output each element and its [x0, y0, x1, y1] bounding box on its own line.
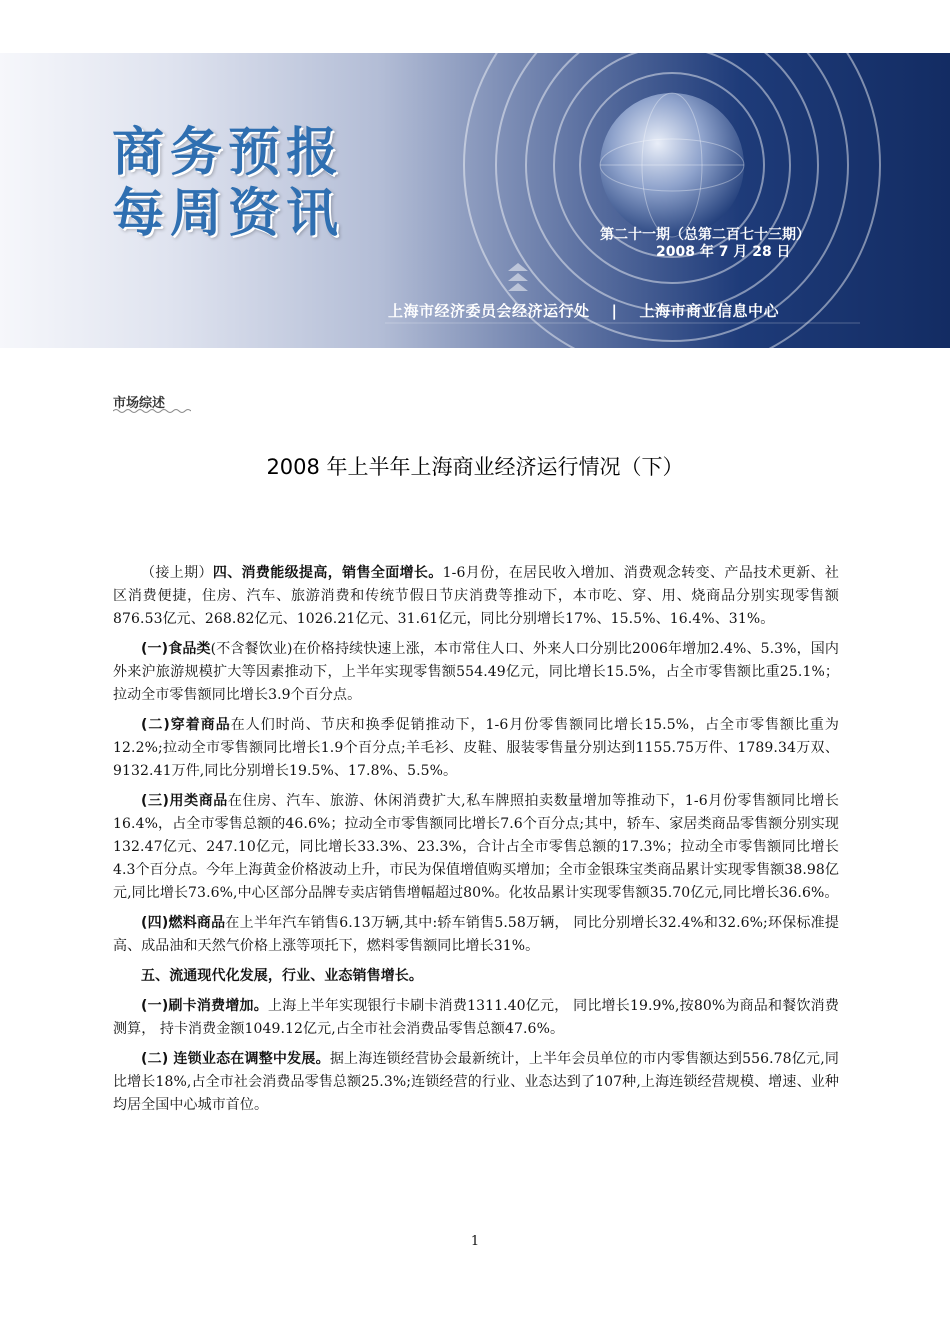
paragraph-text: 在上半年汽车销售6.13万辆,其中:轿车销售5.58万辆， 同比分别增长32.4%和32.6%;环保标准提高、成品油和天然气价格上涨等项托下，燃料零售额同比增长31%。	[113, 915, 839, 954]
publisher-line	[388, 300, 779, 321]
paragraph-1	[113, 562, 839, 631]
issue-date: 2008 年 7 月 28 日	[656, 244, 791, 260]
paragraph-heading: (一)食品类	[141, 641, 211, 657]
paragraph-heading: (四)燃料商品	[141, 915, 226, 931]
paragraph-lead: （接上期）	[141, 565, 213, 581]
paragraph-heading: (二)穿着商品	[141, 717, 231, 733]
banner-title-line2: 每周资讯	[112, 184, 345, 244]
paragraph-5	[113, 912, 839, 958]
document-body	[113, 562, 839, 1124]
paragraph-2	[113, 638, 839, 707]
publisher-right: 上海市商业信息中心	[639, 302, 780, 320]
header-banner	[0, 53, 950, 348]
document-title: 2008 年上半年上海商业经济运行情况（下）	[266, 455, 684, 479]
paragraph-7	[113, 1048, 839, 1117]
publisher-separator: |	[611, 302, 618, 320]
section-heading-5: 五、流通现代化发展，行业、业态销售增长。	[141, 968, 423, 984]
paragraph-text: 1-6月份，在居民收入增加、消费观念转变、产品技术更新、社区消费便捷，住房、汽车、旅游消费和传统节假日节庆消费等推动下，本市吃、穿、用、烧商品分别实现零售额876.53亿元、268.82亿元、1026.21亿元、31.61亿元，同比分别增长17%、15.5%、16.4%、31%。	[113, 565, 839, 627]
paragraph-4	[113, 790, 839, 905]
issue-number: 第二十一期（总第二百七十三期）	[600, 227, 810, 243]
paragraph-text: 据上海连锁经营协会最新统计，上半年会员单位的市内零售额达到556.78亿元,同比增长18%,占全市社会消费品零售总额25.3%;连锁经营的行业、业态达到了107种,上海连锁经营规模、增速、业种均居全国中心城市首位。	[113, 1051, 839, 1113]
paragraph-heading: (二) 连锁业态在调整中发展。	[141, 1051, 330, 1067]
paragraph-text: (不含餐饮业)在价格持续快速上涨，本市常住人口、外来人口分别比2006年增加2.4%、5.3%，国内外来沪旅游规模扩大等因素推动下，上半年实现零售额554.49亿元，同比增长15.5%，占全市零售额比重25.1%；拉动全市零售额同比增长3.9个百分点。	[113, 641, 839, 703]
publisher-left: 上海市经济委员会经济运行处	[388, 302, 590, 320]
page-number: 1	[470, 1234, 480, 1249]
paragraph-3	[113, 714, 839, 783]
paragraph-text: 在人们时尚、节庆和换季促销推动下，1-6月份零售额同比增长15.5%，占全市零售额比重为12.2%;拉动全市零售额同比增长1.9个百分点;羊毛衫、皮鞋、服装零售量分别达到1155.75万件、1789.34万双、9132.41万件,同比分别增长19.5%、17.8%、5.5%。	[113, 717, 839, 779]
paragraph-text: 在住房、汽车、旅游、休闲消费扩大,私车牌照拍卖数量增加等推动下，1-6月份零售额同比增长16.4%，占全市零售总额的46.6%；拉动全市零售额同比增长7.6个百分点;其中，轿车、家居类商品零售额分别实现132.47亿元、247.10亿元，同比增长33.3%、23.3%，合计占全市零售总额的17.3%；拉动全市零售额同比增长4.3个百分点。今年上海黄金价格波动上升，市民为保值增值购买增加；全市金银珠宝类商品累计实现零售额38.98亿元,同比增长73.6%,中心区部分品牌专卖店销售增幅超过80%。化妆品累计实现零售额35.70亿元,同比增长36.6%。	[113, 793, 839, 901]
paragraph-heading: (一)刷卡消费增加。	[141, 998, 268, 1014]
paragraph-heading: (三)用类商品	[141, 793, 228, 809]
banner-title-line1: 商务预报	[112, 123, 345, 183]
section-label: 市场综述	[113, 396, 166, 411]
paragraph-heading: 四、消费能级提高，销售全面增长。	[212, 565, 443, 581]
paragraph-text: 上海上半年实现银行卡刷卡消费1311.40亿元， 同比增长19.9%,按80%为商品和餐饮消费测算， 持卡消费金额1049.12亿元,占全市社会消费品零售总额47.6%。	[113, 998, 840, 1037]
section-underline	[113, 408, 191, 414]
paragraph-6	[113, 995, 839, 1041]
